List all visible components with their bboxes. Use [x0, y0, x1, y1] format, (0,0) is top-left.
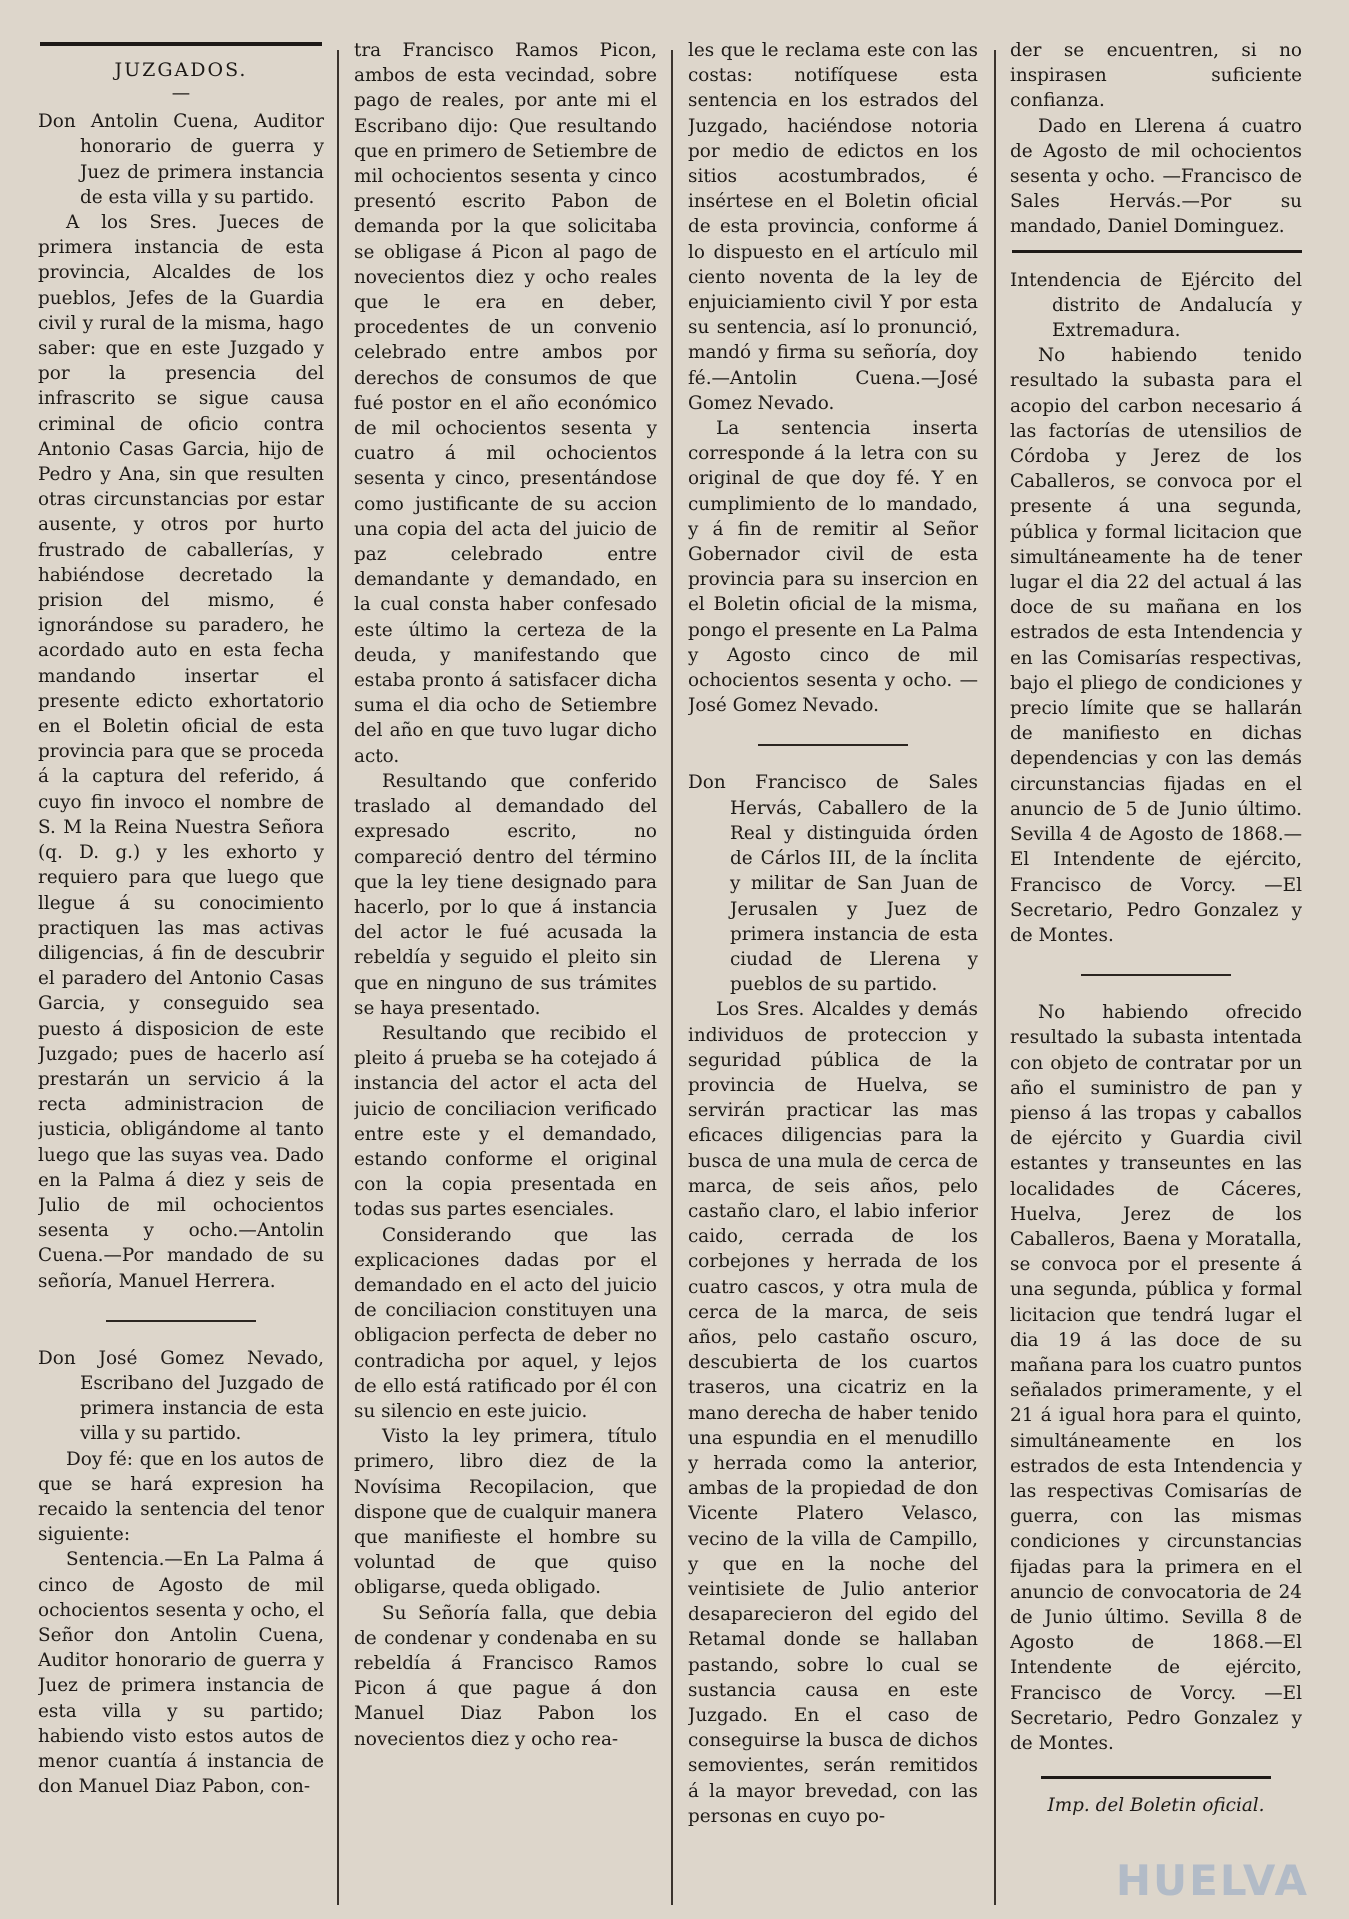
- archive-watermark: HUELVA: [1115, 1856, 1309, 1905]
- notice-2-body-2: Sentencia.—En La Palma á cinco de Agosto de mil ochocientos sesenta y ocho, el Señor don Antolin Cuena, Auditor honorario de guerra y Juez de primera instancia de esta villa y su partido; habiendo visto estos autos de menor cuantía á instancia de don Manuel Diaz Pabon, con-: [38, 1549, 324, 1798]
- separator-3: [1081, 974, 1231, 976]
- notice-1-heading: Don Antolin Cuena, Auditor honorario de guerra y Juez de primera instancia de esta villa y su partido.: [38, 111, 324, 208]
- notice-3-continuation: der se encuentren, si no inspirasen suficiente confianza.: [1010, 40, 1302, 112]
- sentence-paragraph-6: Su Señoría falla, que debia de condenar y condenaba en su rebeldía á Francisco Ramos Picon á que pague á don Manuel Diaz Pabon los novecientos diez y ocho rea-: [354, 1602, 657, 1750]
- sentence-continuation: tra Francisco Ramos Picon, ambos de esta vecindad, sobre pago de reales, por ante mi el Escribano dijo: Que resultando que en primero de Setiembre de mil ochocientos sesenta y cinco presentó escrito Pabon de demanda por la que solicitaba se obligase á Picon al pago de novecientos diez y ocho reales que le era en deber, procedentes de un convenio celebrado entre ambos por derechos de consumos de que fué postor en el año económico de mil ochocientos sesenta y cuatro á mil ochocientos sesenta y cinco, presentándose como justificante de su accion una copia del acta del juicio de paz celebrado entre demandante y demandado, en la cual consta haber confesado este último la certeza de la deuda, y manifestando que estaba pronto á satisfacer dicha suma el dia ocho de Setiembre del año en que tuvo lugar dicho acto.: [354, 40, 657, 767]
- notice-2-heading: Don José Gomez Nevado, Escribano del Juzgado de primera instancia de esta villa y su partido.: [38, 1347, 324, 1445]
- column-4: [1010, 38, 1302, 1818]
- notice-4-heading: Intendencia de Ejército del distrito de Andalucía y Extremadura.: [1010, 269, 1302, 342]
- column-divider-2: [671, 50, 673, 1905]
- separator-2: [758, 744, 908, 746]
- column-3: [688, 38, 978, 1829]
- notice-3-signature: Dado en Llerena á cuatro de Agosto de mil ochocientos sesenta y ocho. —Francisco de Sales Hervás.—Por su mandado, Daniel Dominguez.: [1010, 115, 1302, 238]
- sentence-paragraph-3: Resultando que recibido el pleito á prueba se ha cotejado á instancia del actor el acta del juicio de conciliacion verificado entre este y el demandado, estando conforme el original con la copia presentada en todas sus partes esenciales.: [354, 1022, 657, 1221]
- separator-4: [1041, 1776, 1271, 1779]
- notice-3-body: Los Sres. Alcaldes y demás individuos de proteccion y seguridad pública de la provincia de Huelva, se servirán practicar las mas eficaces diligencias para la busca de una mula de cerca de marca, de seis años, pelo castaño claro, el labio inferior caido, cerrada de los corbejones y herrada de los cuatro cascos, y otra mula de cerca de la marca, de seis años, pelo castaño oscuro, descubierta de los cuartos traseros, una cicatriz en la mano derecha de haber tenido una espundia en el menudillo y herrada como la anterior, ambas de la propiedad de don Vicente Platero Velasco, vecino de la villa de Campillo, y que en la noche del veintisiete de Julio anterior desaparecieron del egido del Retamal donde se hallaban pastando, sobre lo cual se sustancia causa en este Juzgado. En el caso de conseguirse la busca de dichos semovientes, serán remitidos á la mayor brevedad, con las personas en cuyo po-: [688, 999, 978, 1827]
- notice-4-body: No habiendo tenido resultado la subasta para el acopio del carbon necesario á las factorías de utensilios de Córdoba y Jerez de los Caballeros, se convoca por el presente á una segunda, pública y formal licitacion que simultáneamente ha de tener lugar el dia 22 del actual á las doce de su mañana en los estrados de esta Intendencia y en las Comisarías respectivas, bajo el pliego de condiciones y precio límite que se hallarán de manifiesto en dichas dependencias y con las demás circunstancias fijadas en el anuncio de 5 de Junio último. Sevilla 4 de Agosto de 1868.—El Intendente de ejército, Francisco de Vorcy. —El Secretario, Pedro Gonzalez y de Montes.: [1010, 345, 1302, 946]
- section-title: JUZGADOS.: [114, 59, 248, 81]
- spacer: [1010, 240, 1302, 268]
- notice-5-body: No habiendo ofrecido resultado la subasta intentada con objeto de contratar por un año el suministro de pan y pienso á las tropas y caballos de ejército y Guardia civil estantes y transeuntes en las localidades de Cáceres, Huelva, Jerez de los Caballeros, Baena y Moratalla, se convoca por el presente á una segunda, pública y formal licitacion que tendrá lugar el dia 19 á las doce de su mañana para los cuatro puntos señalados primeramente, y el 21 á igual hora para el quinto, simultáneamente en los estrados de esta Intendencia y las respectivas Comisarías de guerra, con las mismas condiciones y circunstancias fijadas para la primera en el anuncio de convocatoria de 24 de Junio último. Sevilla 8 de Agosto de 1868.—El Intendente de ejército, Francisco de Vorcy. —El Secretario, Pedro Gonzalez y de Montes.: [1010, 1002, 1302, 1754]
- sentence-paragraph-2: Resultando que conferido traslado al demandado del expresado escrito, no compareció dentro del término que la ley tiene designado para hacerlo, por lo que á instancia del actor le fué acusada la rebeldía y seguido el pleito sin que en ninguno de sus trámites se haya presentado.: [354, 770, 657, 1019]
- column-divider-1: [337, 50, 339, 1905]
- sentence-ending: les que le reclama este con las costas: notifíquese esta sentencia en los estrados del Juzgado, haciéndose notoria por medio de edictos en los sitios acostumbrados, é insértese en el Boletin oficial de esta provincia, conforme á lo dispuesto en el artículo mil ciento noventa de la ley de enjuiciamiento civil Y por esta su sentencia, así lo pronunció, mandó y firma su señoría, doy fé.—Antolin Cuena.—José Gomez Nevado.: [688, 40, 978, 414]
- imprint-line: Imp. del Boletin oficial.: [1047, 1795, 1265, 1817]
- column-divider-3: [994, 50, 996, 1905]
- sentence-paragraph-5: Visto la ley primera, título primero, libro diez de la Novísima Recopilacion, que dispone que de cualquir manera que manifieste el hombre su voluntad de que quiso obligarse, queda obligado.: [354, 1426, 657, 1599]
- title-dash: —: [171, 83, 191, 105]
- sentence-paragraph-4: Considerando que las explicaciones dadas por el demandado en el acto del juicio de conciliacion constituyen una obligacion perfecta de deber no contradicha por aquel, y lejos de ello está ratificado por él con su silencio en este juicio.: [354, 1224, 657, 1422]
- notice-2-body-1: Doy fé: que en los autos de que se hará expresion ha recaido la sentencia del tenor siguiente:: [38, 1448, 324, 1546]
- column-1: [38, 38, 324, 1799]
- column-2: [354, 38, 657, 1752]
- certification-paragraph: La sentencia inserta corresponde á la letra con su original de que doy fé. Y en cumplimiento de lo mandado, y á fin de remitir al Señor Gobernador civil de esta provincia para su insercion en el Boletin oficial de la misma, pongo el presente en La Palma y Agosto cinco de mil ochocientos sesenta y ocho. —José Gomez Nevado.: [688, 418, 978, 717]
- notice-1-body: A los Sres. Jueces de primera instancia de esta provincia, Alcaldes de los pueblos, Jefes de la Guardia civil y rural de la misma, hago saber: que en este Juzgado y por la presencia del infrascrito se sigue causa criminal de oficio contra Antonio Casas Garcia, hijo de Pedro y Ana, sin que resulten otras circunstancias por estar ausente, y otros por hurto frustrado de caballerías, y habiéndose decretado la prision del mismo, é ignorándose su paradero, he acordado auto en esta fecha mandando insertar el presente edicto exhortatorio en el Boletin oficial de esta provincia para que se proceda á la captura del referido, á cuyo fin invoco el nombre de S. M la Reina Nuestra Señora (q. D. g.) y les exhorto y requiero para que luego que llegue á su conocimiento practiquen las mas activas diligencias, á fin de descubrir el paradero del Antonio Casas Garcia, y conseguido sea puesto á disposicion de este Juzgado; pues de hacerlo así prestarán un servicio á la recta administracion de justicia, obligándome al tanto luego que las suyas vea. Dado en la Palma á diez y seis de Julio de mil ochocientos sesenta y ocho.—Antolin Cuena.—Por mandado de su señoría, Manuel Herrera.: [38, 212, 324, 1292]
- notice-3-heading: Don Francisco de Sales Hervás, Caballero de la Real y distinguida órden de Cárlos III, de la ínclita y militar de San Juan de Jerusalen y Juez de primera instancia de esta ciudad de Llerena y pueblos de su partido.: [688, 772, 978, 996]
- separator-1: [106, 1320, 256, 1322]
